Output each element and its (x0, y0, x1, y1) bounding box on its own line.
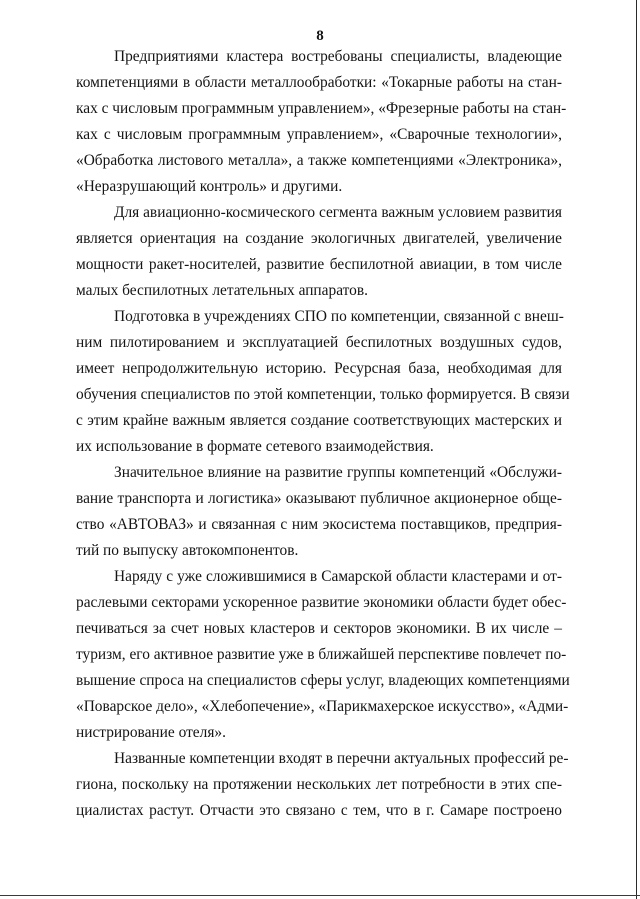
text-line: тий по выпуску автокомпонентов. (76, 542, 299, 559)
paragraph (76, 44, 567, 200)
text-line: имеет непродолжительную историю. Ресурсная база, необходимая для (76, 360, 562, 377)
paragraph (76, 564, 570, 746)
text-line: печиваться за счет новых кластеров и секторов экономики. В их числе – (76, 620, 562, 637)
text-line: с этим крайне важным является создание соответствующих мастерских и (76, 412, 562, 429)
text-line: Подготовка в учреждениях СПО по компетенции, связанной с внеш- (114, 308, 564, 325)
paragraph (76, 746, 569, 824)
text-line: является ориентация на создание экологичных двигателей, увеличение (76, 230, 562, 247)
paragraph (76, 304, 570, 460)
text-line: их использование в формате сетевого взаимодействия. (76, 438, 434, 455)
paragraph (76, 200, 562, 304)
page-number: 8 (316, 28, 324, 44)
text-line: вышение спроса на специалистов сферы услуг, владеющих компетенциями (76, 672, 570, 689)
text-line: обучения специалистов по этой компетенции, только формируется. В связи (76, 386, 570, 403)
paragraph (76, 460, 562, 564)
text-line: ним пилотированием и эксплуатацией беспилотных воздушных судов, (76, 334, 562, 351)
page-edge-bottom (0, 895, 640, 896)
page-edge-right (636, 0, 637, 899)
text-line: Наряду с уже сложившимися в Самарской области кластерами и от- (114, 568, 562, 585)
text-line: ках с числовым программным управлением», «Сварочные технологии», (76, 126, 562, 143)
text-line: Предприятиями кластера востребованы специалисты, владеющие (114, 48, 562, 65)
text-line: ках с числовым программным управлением», «Фрезерные работы на стан- (76, 100, 567, 117)
text-line: Для авиационно-космического сегмента важным условием развития (114, 204, 562, 221)
text-line: «Поварское дело», «Хлебопечение», «Парикмахерское искусство», «Адми- (76, 698, 569, 715)
text-line: мощности ракет-носителей, развитие беспилотной авиации, в том числе (76, 256, 562, 273)
text-line: малых беспилотных летательных аппаратов. (76, 282, 368, 299)
text-line: Значительное влияние на развитие группы компетенций «Обслужи- (114, 464, 562, 481)
text-line: циалистах растут. Отчасти это связано с тем, что в г. Самаре построено (76, 802, 562, 819)
text-line: «Обработка листового металла», а также компетенциями «Электроника», (76, 152, 562, 169)
text-line: ство «АВТОВАЗ» и связанная с ним экосистема поставщиков, предприя- (76, 516, 562, 533)
text-line: «Неразрушающий контроль» и другими. (76, 178, 343, 195)
text-line: вание транспорта и логистика» оказывают публичное акционерное обще- (76, 490, 562, 507)
body-text (76, 44, 570, 824)
text-line: Названные компетенции входят в перечни актуальных профессий ре- (114, 750, 569, 767)
text-line: туризм, его активное развитие уже в ближайшей перспективе повлечет по- (76, 646, 567, 663)
text-line: раслевыми секторами ускоренное развитие экономики области будет обес- (76, 594, 567, 611)
text-line: нистрирование отеля». (76, 724, 226, 741)
text-line: гиона, поскольку на протяжении нескольких лет потребности в этих спе- (76, 776, 562, 793)
text-line: компетенциями в области металлообработки: «Токарные работы на стан- (76, 74, 562, 91)
